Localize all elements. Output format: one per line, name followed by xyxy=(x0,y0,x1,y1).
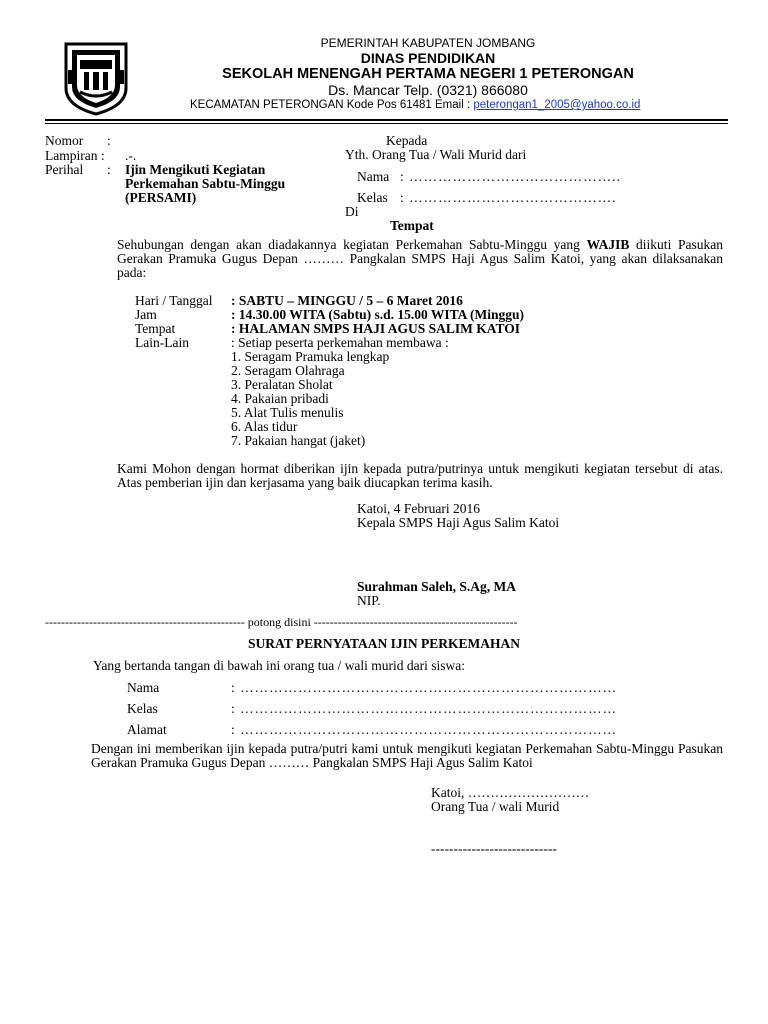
yth-line: Yth. Orang Tua / Wali Murid dari xyxy=(345,147,527,162)
signature-name: Surahman Saleh, S.Ag, MA xyxy=(357,579,517,594)
letterhead-address: Ds. Mancar Telp. (0321) 866080 xyxy=(328,82,528,98)
nomor-label: Nomor xyxy=(45,133,84,148)
recipient-nama-dots: : …………………………………….. xyxy=(400,169,621,184)
hari-label: Hari / Tanggal xyxy=(135,293,213,308)
letterhead-department: DINAS PENDIDIKAN xyxy=(360,50,496,66)
jam-value: : 14.30.00 WITA (Sabtu) s.d. 15.00 WITA (Minggu) xyxy=(231,307,525,322)
closing-paragraph: Kami Mohon dengan hormat diberikan ijin kepada putra/putrinya untuk mengikuti kegiatan tersebut di atas. Atas pemberian ijin dan kerjasama yang baik diucapkan terima kasih. xyxy=(117,461,723,490)
list-item: 3. Peralatan Sholat xyxy=(231,377,333,392)
intro-bold-wajib: WAJIB xyxy=(586,237,630,252)
recipient-nama-label: Nama xyxy=(357,169,390,184)
recipient-kelas-label: Kelas xyxy=(357,190,388,205)
list-item: 1. Seragam Pramuka lengkap xyxy=(231,349,390,364)
guardian-sign-place: Katoi, ……………………… xyxy=(431,785,590,800)
perihal-line-2: Perkemahan Sabtu-Minggu xyxy=(125,176,286,191)
list-item: 5. Alat Tulis menulis xyxy=(231,405,344,420)
statement-kelas-label: Kelas xyxy=(127,701,158,716)
hari-value: : SABTU – MINGGU / 5 – 6 Maret 2016 xyxy=(231,293,463,308)
jam-value-text: 14.30.00 WITA (Sabtu) s.d. 15.00 WITA (Minggu) xyxy=(238,307,525,322)
lampiran-label: Lampiran : xyxy=(45,148,105,163)
intro-paragraph xyxy=(117,238,723,280)
letterhead-contact-text: KECAMATAN PETERONGAN Kode Pos 61481 Email : xyxy=(190,99,474,111)
statement-title: SURAT PERNYATAAN IJIN PERKEMAHAN xyxy=(248,636,520,651)
recipient-kelas-dots: : ……………………………………. xyxy=(400,190,617,205)
intro-text-1: Sehubungan dengan akan diadakannya kegiatan Perkemahan Sabtu-Minggu yang xyxy=(117,237,587,252)
statement-nama-label: Nama xyxy=(127,680,160,695)
tempat-label: Tempat xyxy=(135,321,176,336)
letterhead-divider-thin xyxy=(45,123,728,124)
list-item: 7. Pakaian hangat (jaket) xyxy=(231,433,366,448)
guardian-sign-role: Orang Tua / wali Murid xyxy=(431,799,560,814)
letterhead-divider-thick xyxy=(45,119,728,121)
signature-nip: NIP. xyxy=(357,593,381,608)
letterhead-contact xyxy=(190,99,640,111)
lampiran-value: .-. xyxy=(125,148,137,163)
statement-permission: Dengan ini memberikan ijin kepada putra/putri kami untuk mengikuti kegiatan Perkemahan Sabtu-Minggu Pasukan Gerakan Pramuka Gugus Depan ……… Pangkalan SMPS Haji Agus Salim Katoi xyxy=(91,741,723,770)
email-link[interactable]: peterongan1_2005@yahoo.co.id xyxy=(473,99,641,111)
tempat-value: : HALAMAN SMPS HAJI AGUS SALIM KATOI xyxy=(231,321,521,336)
kepada-label: Kepada xyxy=(386,133,428,148)
statement-nama-field[interactable]: : …………………………………………………………………… xyxy=(231,680,618,695)
guardian-sign-line[interactable]: ---------------------------- xyxy=(431,841,557,856)
lain-value: : Setiap peserta perkemahan membawa : xyxy=(231,335,449,350)
letterhead-government: PEMERINTAH KABUPATEN JOMBANG xyxy=(320,36,536,50)
cut-line: -------------------------------------------------- potong disini --------------------------------------------------- xyxy=(45,615,518,629)
list-item: 2. Seragam Olahraga xyxy=(231,363,345,378)
list-item: 4. Pakaian pribadi xyxy=(231,391,329,406)
intro-text-2: diikuti Pasukan Gerakan Pramuka Gugus Depan ……… Pangkalan SMPS Haji Agus Salim Katoi, yang akan dilaksanakan pada: xyxy=(117,237,723,280)
statement-kelas-field[interactable]: : …………………………………………………………………… xyxy=(231,701,618,716)
tempat-value-text: HALAMAN SMPS HAJI AGUS SALIM KATOI xyxy=(238,321,521,336)
perihal-colon: : xyxy=(107,162,111,177)
recipient-tempat: Tempat xyxy=(390,218,434,233)
signature-position: Kepala SMPS Haji Agus Salim Katoi xyxy=(357,515,560,530)
letterhead-school-name: SEKOLAH MENENGAH PERTAMA NEGERI 1 PETERONGAN xyxy=(222,66,634,82)
statement-alamat-label: Alamat xyxy=(127,722,167,737)
perihal-label: Perihal xyxy=(45,162,84,177)
list-item: 6. Alas tidur xyxy=(231,419,298,434)
recipient-di: Di xyxy=(345,204,359,219)
perihal-line-3: (PERSAMI) xyxy=(125,190,197,205)
perihal-line-1: Ijin Mengikuti Kegiatan xyxy=(125,162,266,177)
nomor-colon: : xyxy=(107,133,111,148)
jam-label: Jam xyxy=(135,307,157,322)
lain-label: Lain-Lain xyxy=(135,335,189,350)
hari-value-text: SABTU – MINGGU / 5 – 6 Maret 2016 xyxy=(238,293,463,308)
signature-place-date: Katoi, 4 Februari 2016 xyxy=(357,501,480,516)
statement-intro: Yang bertanda tangan di bawah ini orang tua / wali murid dari siswa: xyxy=(93,658,466,673)
statement-alamat-field[interactable]: : …………………………………………………………………… xyxy=(231,722,618,737)
